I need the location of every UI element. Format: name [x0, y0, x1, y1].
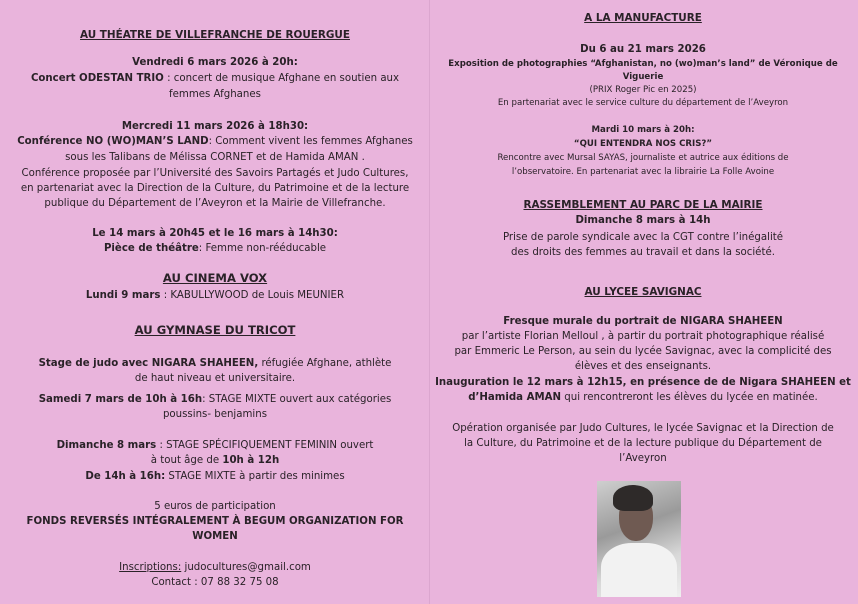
rally-line: des droits des femmes au travail et dans la société.	[511, 247, 775, 258]
gym-heading: AU GYMNASE DU TRICOT	[134, 323, 296, 337]
sunday-bold: Dimanche 8 mars	[56, 440, 157, 451]
talk-line: l’observatoire. En partenariat avec la librairie La Folle Avoine	[511, 167, 775, 177]
stage-rest: réfugiée Afghane, athlète	[258, 358, 392, 369]
price: 5 euros de participation	[154, 501, 276, 512]
fresque-line: par Emmeric Le Person, au sein du lycée Savignac, avec la complicité des	[454, 346, 832, 357]
operation-line: la Culture, du Patrimoine et de la lecture publique du Département de	[464, 438, 822, 449]
talk-line: Rencontre avec Mursal SAYAS, journaliste et autrice aux éditions de	[497, 153, 789, 163]
rally-line: Prise de parole syndicale avec la CGT contre l’inégalité	[502, 232, 784, 243]
sunday-line2: à tout âge de	[150, 455, 223, 466]
fresque-line: par l’artiste Florian Melloul , à partir du portrait photographique réalisé	[461, 331, 825, 342]
funds-line2: WOMEN	[192, 531, 238, 542]
inscriptions-email[interactable]: judocultures@gmail.com	[181, 562, 311, 573]
theatre-heading: AU THÉATRE DE VILLEFRANCHE DE ROUERGUE	[80, 29, 350, 41]
concert-name: Concert ODESTAN TRIO	[30, 73, 164, 84]
conf-date: Mercredi 11 mars 2026 à 18h30:	[121, 121, 309, 132]
conf-line: Conférence proposée par l’Université des Savoirs Partagés et Judo Cultures,	[21, 168, 409, 179]
expo-title: Exposition de photographies “Afghanistan, no (wo)man’s land” de Véronique de	[448, 59, 838, 69]
talk-title: “QUI ENTENDRA NOS CRIS?”	[573, 139, 713, 149]
expo-title2: Viguerie	[622, 72, 664, 82]
concert-desc: : concert de musique Afghane en soutien aux	[163, 73, 400, 84]
operation-line: l’Aveyron	[619, 453, 667, 464]
rally-heading: RASSEMBLEMENT AU PARC DE LA MAIRIE	[523, 199, 763, 211]
judogi-shape	[601, 543, 677, 597]
play-date: Le 14 mars à 20h45 et le 16 mars à 14h30:	[92, 228, 338, 239]
afternoon-bold: De 14h à 16h:	[85, 471, 166, 482]
cinema-film: : KABULLYWOOD de Louis MEUNIER	[160, 290, 345, 301]
fresque-title: Fresque murale du portrait de NIGARA SHAHEEN	[503, 316, 783, 327]
operation-line: Opération organisée par Judo Cultures, le lycée Savignac et la Direction de	[452, 423, 834, 434]
inauguration-rest: qui rencontreront les élèves du lycée en matinée.	[561, 392, 818, 403]
conf-line: sous les Talibans de Mélissa CORNET et de Hamida AMAN .	[65, 152, 365, 163]
saturday-bold: Samedi 7 mars de 10h à 16h	[38, 394, 203, 405]
lycee-heading: AU LYCEE SAVIGNAC	[584, 286, 702, 298]
sunday-rest: : STAGE SPÉCIFIQUEMENT FEMININ ouvert	[156, 440, 374, 451]
talk-date: Mardi 10 mars à 20h:	[591, 125, 695, 135]
conf-line: publique du Département de l’Aveyron et la Mairie de Villefranche.	[44, 198, 386, 209]
play-label: Pièce de théâtre	[103, 243, 199, 254]
stage-line2: de haut niveau et universitaire.	[134, 373, 296, 384]
hair-shape	[613, 485, 653, 511]
funds: FONDS REVERSÉS INTÉGRALEMENT À BEGUM ORGANIZATION FOR	[26, 516, 404, 527]
play-name: : Femme non-rééducable	[198, 243, 327, 254]
concert-desc2: femmes Afghanes	[169, 89, 261, 100]
conf-desc: : Comment vivent les femmes Afghanes	[208, 136, 413, 147]
afternoon-rest: STAGE MIXTE à partir des minimes	[165, 471, 345, 482]
saturday-rest: : STAGE MIXTE ouvert aux catégories	[202, 394, 392, 405]
stage-bold: Stage de judo avec NIGARA SHAHEEN,	[38, 358, 259, 369]
fold-line	[429, 0, 430, 604]
sunday-hours: 10h à 12h	[222, 455, 280, 466]
rally-date: Dimanche 8 mars à 14h	[575, 215, 711, 226]
manufacture-heading: A LA MANUFACTURE	[584, 12, 702, 24]
portrait-photo	[597, 481, 681, 597]
inauguration: Inauguration le 12 mars à 12h15, en présence de de Nigara SHAHEEN et	[435, 377, 851, 388]
expo-partner: En partenariat avec le service culture du département de l’Aveyron	[497, 98, 789, 108]
contact-phone: Contact : 07 88 32 75 08	[151, 577, 279, 588]
cinema-heading: AU CINEMA VOX	[162, 271, 268, 285]
concert-date: Vendredi 6 mars 2026 à 20h:	[132, 57, 298, 68]
fresque-line: élèves et des enseignants.	[574, 361, 712, 372]
inauguration-bold: d’Hamida AMAN	[468, 392, 562, 403]
expo-dates: Du 6 au 21 mars 2026	[580, 44, 706, 55]
conf-name: Conférence NO (WO)MAN’S LAND	[17, 136, 209, 147]
saturday-line2: poussins- benjamins	[162, 409, 268, 420]
conf-line: en partenariat avec la Direction de la Culture, du Patrimoine et de la lecture	[20, 183, 410, 194]
inscriptions-label: Inscriptions:	[119, 562, 182, 573]
expo-prize: (PRIX Roger Pic en 2025)	[589, 85, 697, 95]
cinema-date: Lundi 9 mars	[85, 290, 161, 301]
